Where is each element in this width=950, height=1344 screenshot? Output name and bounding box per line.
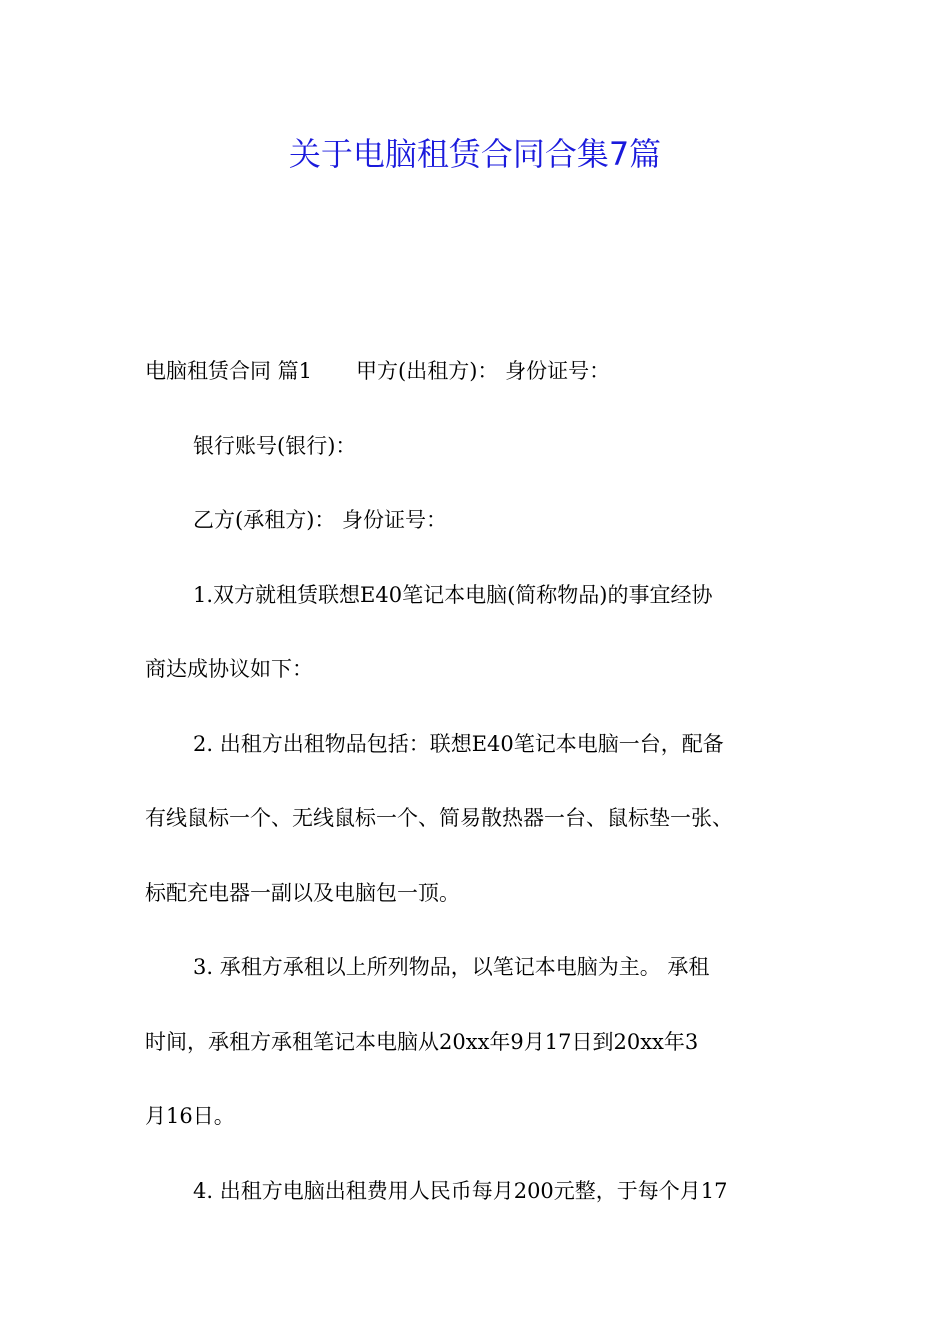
document-title: 关于电脑租赁合同合集7篇 <box>288 135 662 173</box>
paragraph-line-1 <box>145 334 815 409</box>
party-a-line: 甲方(出租方)： 身份证号： <box>356 359 611 383</box>
clause-4-line-1: 4. 出租方电脑出租费用人民币每月200元整，于每个月17 <box>193 1178 728 1203</box>
clause-2-line-1: 2. 出租方出租物品包括：联想E40笔记本电脑一台，配备 <box>193 731 724 756</box>
party-b-line: 乙方(承租方)： 身份证号： <box>193 508 448 532</box>
clause-2-line-2: 有线鼠标一个、无线鼠标一个、简易散热器一台、鼠标垫一张、 <box>145 806 733 830</box>
section-heading: 电脑租赁合同 篇1 <box>145 359 313 383</box>
clause-3-line-2: 时间，承租方承租笔记本电脑从20xx年9月17日到20xx年3 <box>145 1029 699 1054</box>
clause-3-line-1: 3. 承租方承租以上所列物品，以笔记本电脑为主。 承租 <box>193 955 710 979</box>
bank-account-line: 银行账号(银行)： <box>193 433 357 458</box>
clause-1-line-2: 商达成协议如下： <box>145 657 313 681</box>
clause-1-line-1: 1.双方就租赁联想E40笔记本电脑(简称物品)的事宜经协 <box>193 582 713 607</box>
document-body <box>145 334 815 1228</box>
clause-2-line-3: 标配充电器一副以及电脑包一顶。 <box>145 880 460 905</box>
clause-3-line-3: 月16日。 <box>145 1104 235 1128</box>
